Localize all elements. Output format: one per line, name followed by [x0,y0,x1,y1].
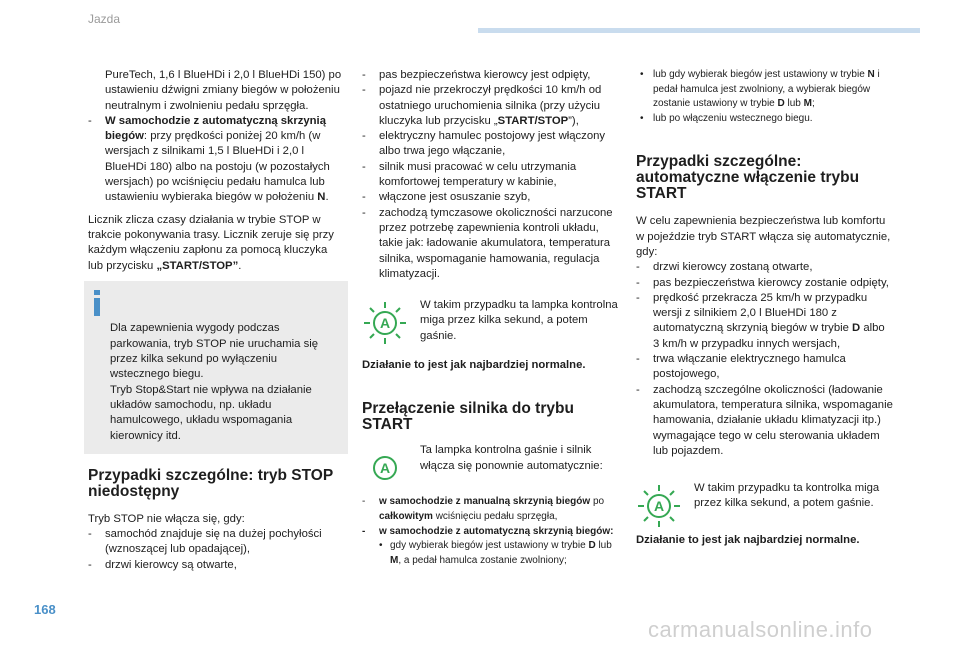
svg-text:A: A [379,460,391,477]
list-item: - pojazd nie przekroczył prędkości 10 km/h od ostatniego uruchomienia silnika (przy użyciu kluczyka lub przycisku „START/STOP”), [362,83,618,129]
paragraph: Tryb STOP nie włącza się, gdy: [88,512,245,525]
list-item: - w samochodzie z automatyczną skrzynią biegów: [362,525,618,540]
list-item: • gdy wybierak biegów jest ustawiony w trybie D lub M, a pedał hamulca zostanie zwolniony; [362,539,618,568]
list-item: - pas bezpieczeństwa kierowcy jest odpięty, [362,68,618,83]
info-icon [94,290,100,316]
list-item: - prędkość przekracza 25 km/h w przypadku wersji z silnikiem 2,0 l BlueHDi 180 z automatyczną skrzynią biegów w trybie D albo 3 km/h w przypadku innych wersjach, [636,291,894,352]
info-box: Dla zapewnienia wygody podczas parkowania, tryb STOP nie uruchamia się przez kilka sekund po wyłączeniu wstecznego biegu. Tryb Stop&Start nie wpływa na działanie układów samochodu, np. układu hamulcowego, układu wspomagania kierownicy itd. [84,281,348,454]
section-heading: Przypadki szczególne: tryb STOP niedostępny [88,466,333,500]
svg-text:A: A [653,498,665,515]
list-item: - pas bezpieczeństwa kierowcy zostanie odpięty, [636,276,894,291]
list-item: - drzwi kierowcy są otwarte, [88,558,342,573]
note: Działanie to jest jak najbardziej normalne. [362,359,586,372]
list-item: - elektryczny hamulec postojowy jest włączony albo trwa jego włączanie, [362,129,618,160]
auto-stop-lamp-icon [636,483,682,529]
svg-text:A: A [379,315,391,332]
list-item: - W samochodzie z automatyczną skrzynią biegów: przy prędkości poniżej 20 km/h (w wersjach z silnikami 1,5 l BlueHDi i 2,0 l BlueHDi 180) albo na postoju (w pozostałych wersjach) po wciśnięciu pedału hamulca lub ustawieniu wybieraka biegów w położeniu N. [88,114,342,206]
column-2 [362,68,618,568]
list-item: - trwa włączanie elektrycznego hamulca postojowego, [636,352,894,383]
warning-lamp-note: A W takim przypadku ta lampka kontrolna miga przez kilka sekund, a potem gaśnie. [362,298,618,344]
paragraph: PureTech, 1,6 l BlueHDi i 2,0 l BlueHDi 150) po ustawieniu dźwigni zmiany biegów w położeniu neutralnym i zwolnieniu pedału sprzęgła. [105,69,342,112]
list-item: - silnik musi pracować w celu utrzymania komfortowej temperatury w kabinie, [362,160,618,191]
column-3 [636,68,894,548]
list-item: - włączone jest osuszanie szyb, [362,190,618,205]
paragraph: Licznik zlicza czasy działania w trybie STOP w trakcie pokonywania trasy. Licznik zeruje się przy każdym włączeniu zapłonu za pomocą kluczyka lub przycisku „START/STOP”. [88,213,334,272]
section-label: Jazda [88,12,121,26]
list-item: - zachodzą szczególne okoliczności (ładowanie akumulatora, temperatura silnika, wspomaganie hamowania, działanie układu klimatyzacji itp.) wymagające tego w celu sterowania układem lub pojazdem. [636,383,894,459]
auto-stop-lamp-off-icon [362,445,408,491]
list-item: - samochód znajduje się na dużej pochyłości (wznoszącej lub opadającej), [88,527,342,558]
list-item: • lub gdy wybierak biegów jest ustawiony w trybie N i pedał hamulca jest zwolniony, a wybierak biegów zostanie ustawiony w trybie D lub M; [636,68,894,112]
paragraph: W celu zapewnienia bezpieczeństwa lub komfortu w pojeździe tryb START włącza się automatycznie, gdy: [636,215,891,258]
section-heading: Przypadki szczególne: automatyczne włączenie trybu START [636,153,860,203]
page-number: 168 [34,602,56,617]
watermark: carmanualsonline.info [648,617,873,642]
note: Działanie to jest jak najbardziej normalne. [636,534,860,547]
header-bar [478,28,920,33]
list-item: - w samochodzie z manualną skrzynią biegów po całkowitym wciśnięciu pedału sprzęgła, [362,495,618,524]
column-1 [88,68,342,573]
section-heading: Przełączenie silnika do trybu START [362,400,574,434]
list-item: • lub po włączeniu wstecznego biegu. [636,112,894,127]
list-item: - drzwi kierowcy zostaną otwarte, [636,260,894,275]
list-item: - zachodzą tymczasowe okoliczności narzucone przez potrzebę zapewnienia kontroli układu, takie jak: ładowanie akumulatora, temperatura silnika, wspomaganie hamowania, regulacja klimatyzacji. [362,206,618,282]
auto-stop-lamp-icon [362,300,408,346]
warning-lamp-note: A W takim przypadku ta kontrolka miga przez kilka sekund, a potem gaśnie. [636,481,894,523]
warning-lamp-note: A Ta lampka kontrolna gaśnie i silnik włącza się ponownie automatycznie: [362,443,618,485]
